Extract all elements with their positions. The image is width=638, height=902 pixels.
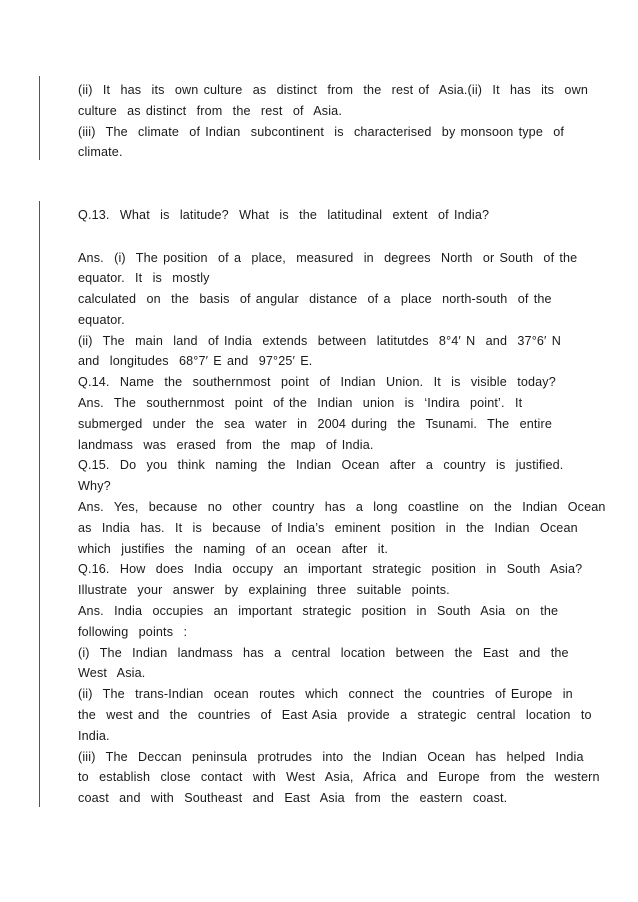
text-line: climate. <box>78 145 123 160</box>
text-line: (ii) The trans-Indian ocean routes which connect the countries of Europe in <box>78 687 573 702</box>
text-line: equator. It is mostly <box>78 271 210 286</box>
text-line: coast and with Southeast and East Asia from the eastern coast. <box>78 791 508 806</box>
text-line: submerged under the sea water in 2004 during the Tsunami. The entire <box>78 416 552 431</box>
text-line: following points : <box>78 624 188 639</box>
text-line: (iii) The climate of Indian subcontinent is characterised by monsoon type of <box>78 124 565 139</box>
text-line: Q.14. Name the southernmost point of Indian Union. It is visible today? <box>78 375 556 390</box>
paragraph-block-1 <box>78 80 588 163</box>
text-line: Ans. Yes, because no other country has a long coastline on the Indian Ocean <box>78 500 606 515</box>
text-line: Ans. The southernmost point of the Indian union is ‘Indira point’. It <box>78 396 523 411</box>
text-line: Why? <box>78 479 111 494</box>
text-line: to establish close contact with West Asia, Africa and Europe from the western <box>78 770 600 785</box>
answers-block <box>78 248 606 810</box>
text-line: (iii) The Deccan peninsula protrudes into the Indian Ocean has helped India <box>78 749 584 764</box>
text-line: which justifies the naming of an ocean after it. <box>78 541 389 556</box>
text-line: the west and the countries of East Asia provide a strategic central location to <box>78 708 592 723</box>
margin-change-bar <box>39 201 40 807</box>
text-line: calculated on the basis of angular distance of a place north-south of the <box>78 292 552 307</box>
text-line: Q.16. How does India occupy an important strategic position in South Asia? <box>78 562 583 577</box>
text-line: Ans. (i) The position of a place, measured in degrees North or South of the <box>78 250 578 265</box>
text-line: (ii) It has its own culture as distinct from the rest of Asia.(ii) It has its own <box>78 83 588 97</box>
margin-change-bar <box>39 76 40 160</box>
question-heading-q13 <box>78 205 568 226</box>
text-line: (ii) The main land of India extends between latitutdes 8°4′ N and 37°6′ N <box>78 333 561 348</box>
text-line: India. <box>78 728 110 743</box>
text-line: West Asia. <box>78 666 146 681</box>
text-line: Q.13. What is latitude? What is the latitudinal extent of India? <box>78 208 490 222</box>
text-line: Q.15. Do you think naming the Indian Ocean after a country is justified. <box>78 458 564 473</box>
text-line: Illustrate your answer by explaining three suitable points. <box>78 583 450 598</box>
text-line: Ans. India occupies an important strategic position in South Asia on the <box>78 604 559 619</box>
text-line: landmass was erased from the map of India. <box>78 437 374 452</box>
text-line: as India has. It is because of India’s eminent position in the Indian Ocean <box>78 520 578 535</box>
text-line: and longitudes 68°7′ E and 97°25′ E. <box>78 354 313 369</box>
text-line: culture as distinct from the rest of Asia. <box>78 103 342 118</box>
text-line: equator. <box>78 312 125 327</box>
text-line: (i) The Indian landmass has a central location between the East and the <box>78 645 569 660</box>
